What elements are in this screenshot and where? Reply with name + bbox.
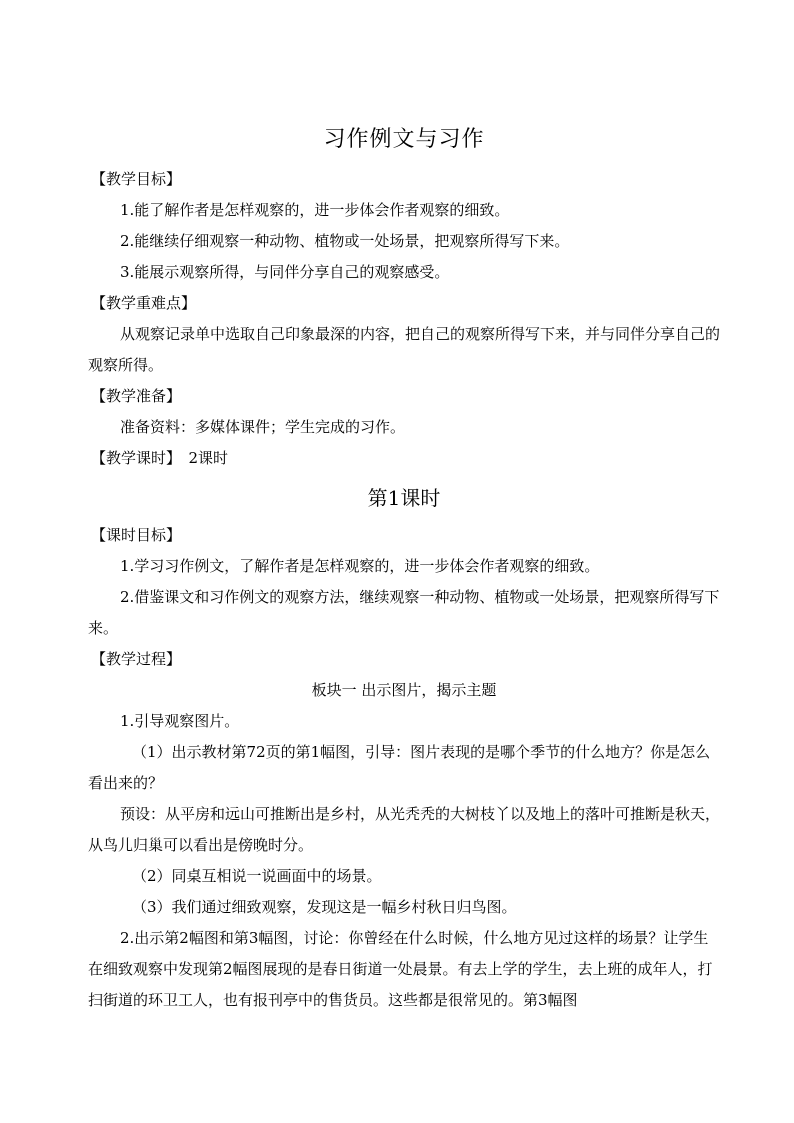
section-heading-preparation: 【教学准备】	[91, 387, 182, 405]
process-paragraph-3: 预设：从平房和远山可推断出是乡村，从光秃秃的大树枝丫以及地上的落叶可推断是秋天，从鸟儿归巢可以看出是傍晚时分。	[88, 805, 721, 854]
document-content	[88, 120, 720, 1016]
section-heading-lesson-count: 【教学课时】 2课时	[91, 449, 229, 467]
section-heading-key-points: 【教学重难点】	[91, 294, 197, 312]
process-paragraph-6: 2.出示第2幅图和第3幅图，讨论：你曾经在什么时候，什么地方见过这样的场景？让学生在细致观察中发现第2幅图展现的是春日街道一处晨景。有去上学的学生，去上班的成年人，打扫街道的环卫工人，也有报刊亭中的售货员。这些都是很常见的。第3幅图	[88, 929, 713, 1009]
goal-item-3: 3.能展示观察所得，与同伴分享自己的观察感受。	[120, 263, 450, 281]
process-paragraph-4: （2）同桌互相说一说画面中的场景。	[132, 867, 382, 885]
goal-item-2: 2.能继续仔细观察一种动物、植物或一处场景，把观察所得写下来。	[120, 232, 570, 250]
block-title: 板块一 出示图片，揭示主题	[311, 681, 497, 699]
page-title: 习作例文与习作	[323, 127, 485, 152]
goal-item-1: 1.能了解作者是怎样观察的，进一步体会作者观察的细致。	[120, 201, 510, 219]
key-points-text: 从观察记录单中选取自己印象最深的内容，把自己的观察所得写下来，并与同伴分享自己的观察所得。	[88, 325, 721, 374]
lesson-goal-item-1: 1.学习习作例文，了解作者是怎样观察的，进一步体会作者观察的细致。	[120, 557, 600, 575]
lesson-goal-item-2: 2.借鉴课文和习作例文的观察方法，继续观察一种动物、植物或一处场景，把观察所得写下来。	[88, 588, 720, 637]
process-paragraph-5: （3）我们通过细致观察，发现这是一幅乡村秋日归鸟图。	[132, 898, 517, 916]
section-heading-teaching-goals: 【教学目标】	[91, 170, 182, 188]
preparation-text: 准备资料：多媒体课件；学生完成的习作。	[120, 418, 406, 436]
process-paragraph-1: 1.引导观察图片。	[120, 712, 240, 730]
section-heading-teaching-process: 【教学过程】	[91, 650, 182, 668]
section-heading-lesson-goals: 【课时目标】	[91, 526, 182, 544]
process-paragraph-2: （1）出示教材第72页的第1幅图，引导：图片表现的是哪个季节的什么地方？你是怎么看出来的？	[88, 743, 711, 792]
lesson-title: 第1课时	[367, 486, 441, 510]
